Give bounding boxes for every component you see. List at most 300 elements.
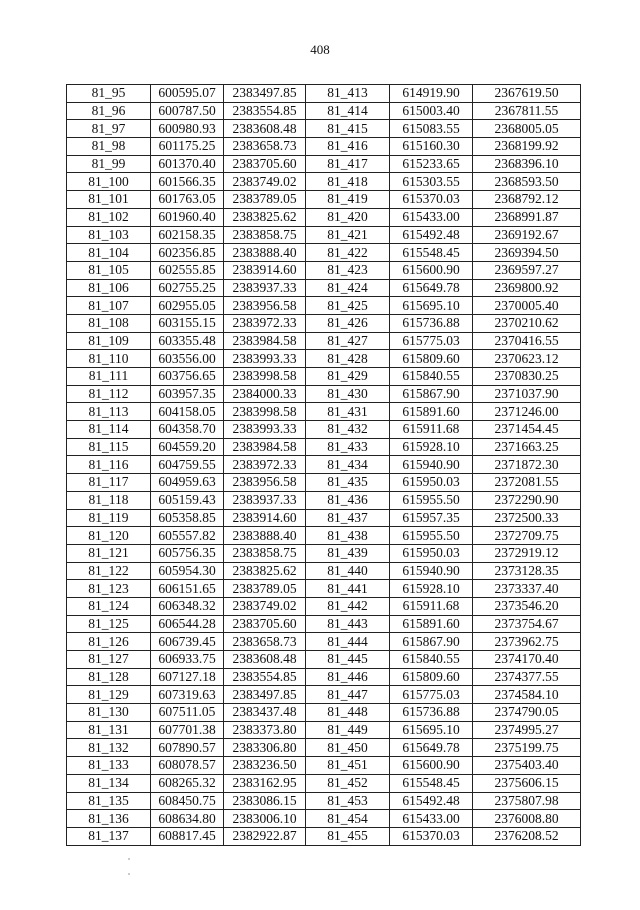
y-coord-left-cell: 2383658.73 bbox=[224, 633, 306, 651]
x-coord-right-cell: 615433.00 bbox=[390, 208, 473, 226]
table-row bbox=[67, 120, 581, 138]
x-coord-right-cell: 615867.90 bbox=[390, 385, 473, 403]
x-coord-left-cell: 601960.40 bbox=[151, 208, 224, 226]
point-id-right-cell: 81_438 bbox=[306, 527, 390, 545]
y-coord-right-cell: 2370416.55 bbox=[473, 332, 581, 350]
point-id-left-cell: 81_101 bbox=[67, 191, 151, 209]
table-row bbox=[67, 686, 581, 704]
table-row bbox=[67, 332, 581, 350]
x-coord-left-cell: 603756.65 bbox=[151, 368, 224, 386]
y-coord-left-cell: 2383937.33 bbox=[224, 491, 306, 509]
x-coord-right-cell: 614919.90 bbox=[390, 85, 473, 103]
table-row bbox=[67, 261, 581, 279]
x-coord-right-cell: 615928.10 bbox=[390, 438, 473, 456]
y-coord-right-cell: 2367619.50 bbox=[473, 85, 581, 103]
point-id-right-cell: 81_442 bbox=[306, 597, 390, 615]
table-row bbox=[67, 138, 581, 156]
table-row bbox=[67, 668, 581, 686]
point-id-right-cell: 81_419 bbox=[306, 191, 390, 209]
y-coord-left-cell: 2382922.87 bbox=[224, 827, 306, 845]
y-coord-left-cell: 2383705.60 bbox=[224, 615, 306, 633]
point-id-right-cell: 81_415 bbox=[306, 120, 390, 138]
point-id-left-cell: 81_115 bbox=[67, 438, 151, 456]
point-id-left-cell: 81_102 bbox=[67, 208, 151, 226]
y-coord-left-cell: 2384000.33 bbox=[224, 385, 306, 403]
x-coord-left-cell: 600595.07 bbox=[151, 85, 224, 103]
y-coord-left-cell: 2383956.58 bbox=[224, 297, 306, 315]
y-coord-right-cell: 2372081.55 bbox=[473, 474, 581, 492]
y-coord-right-cell: 2367811.55 bbox=[473, 102, 581, 120]
x-coord-right-cell: 615695.10 bbox=[390, 721, 473, 739]
point-id-right-cell: 81_424 bbox=[306, 279, 390, 297]
y-coord-left-cell: 2383789.05 bbox=[224, 191, 306, 209]
point-id-left-cell: 81_112 bbox=[67, 385, 151, 403]
x-coord-right-cell: 615891.60 bbox=[390, 403, 473, 421]
x-coord-left-cell: 608078.57 bbox=[151, 757, 224, 775]
y-coord-right-cell: 2373754.67 bbox=[473, 615, 581, 633]
table-row bbox=[67, 385, 581, 403]
point-id-left-cell: 81_100 bbox=[67, 173, 151, 191]
point-id-left-cell: 81_104 bbox=[67, 244, 151, 262]
point-id-right-cell: 81_421 bbox=[306, 226, 390, 244]
table-row bbox=[67, 102, 581, 120]
y-coord-left-cell: 2383236.50 bbox=[224, 757, 306, 775]
y-coord-left-cell: 2383749.02 bbox=[224, 173, 306, 191]
y-coord-right-cell: 2369394.50 bbox=[473, 244, 581, 262]
point-id-right-cell: 81_454 bbox=[306, 810, 390, 828]
point-id-right-cell: 81_453 bbox=[306, 792, 390, 810]
x-coord-right-cell: 615809.60 bbox=[390, 668, 473, 686]
table-row bbox=[67, 827, 581, 845]
point-id-right-cell: 81_444 bbox=[306, 633, 390, 651]
x-coord-right-cell: 615303.55 bbox=[390, 173, 473, 191]
point-id-left-cell: 81_134 bbox=[67, 774, 151, 792]
point-id-right-cell: 81_435 bbox=[306, 474, 390, 492]
y-coord-right-cell: 2369597.27 bbox=[473, 261, 581, 279]
x-coord-right-cell: 615233.65 bbox=[390, 155, 473, 173]
table-row bbox=[67, 721, 581, 739]
table-row bbox=[67, 155, 581, 173]
y-coord-right-cell: 2373337.40 bbox=[473, 580, 581, 598]
x-coord-right-cell: 615370.03 bbox=[390, 191, 473, 209]
x-coord-left-cell: 602555.85 bbox=[151, 261, 224, 279]
y-coord-right-cell: 2375606.15 bbox=[473, 774, 581, 792]
x-coord-left-cell: 606739.45 bbox=[151, 633, 224, 651]
point-id-left-cell: 81_122 bbox=[67, 562, 151, 580]
x-coord-left-cell: 607701.38 bbox=[151, 721, 224, 739]
x-coord-right-cell: 615370.03 bbox=[390, 827, 473, 845]
x-coord-left-cell: 602158.35 bbox=[151, 226, 224, 244]
x-coord-right-cell: 615775.03 bbox=[390, 332, 473, 350]
y-coord-left-cell: 2383554.85 bbox=[224, 102, 306, 120]
table-row bbox=[67, 314, 581, 332]
point-id-left-cell: 81_130 bbox=[67, 704, 151, 722]
table-row bbox=[67, 509, 581, 527]
point-id-right-cell: 81_443 bbox=[306, 615, 390, 633]
x-coord-right-cell: 615955.50 bbox=[390, 527, 473, 545]
point-id-left-cell: 81_106 bbox=[67, 279, 151, 297]
y-coord-right-cell: 2371872.30 bbox=[473, 456, 581, 474]
point-id-right-cell: 81_413 bbox=[306, 85, 390, 103]
table-row bbox=[67, 810, 581, 828]
y-coord-right-cell: 2368792.12 bbox=[473, 191, 581, 209]
coordinates-table bbox=[66, 84, 581, 846]
point-id-left-cell: 81_125 bbox=[67, 615, 151, 633]
point-id-right-cell: 81_455 bbox=[306, 827, 390, 845]
y-coord-right-cell: 2368005.05 bbox=[473, 120, 581, 138]
table-row bbox=[67, 438, 581, 456]
x-coord-left-cell: 603957.35 bbox=[151, 385, 224, 403]
point-id-left-cell: 81_126 bbox=[67, 633, 151, 651]
y-coord-right-cell: 2368593.50 bbox=[473, 173, 581, 191]
x-coord-left-cell: 607890.57 bbox=[151, 739, 224, 757]
x-coord-right-cell: 615840.55 bbox=[390, 651, 473, 669]
table-row bbox=[67, 208, 581, 226]
x-coord-right-cell: 615928.10 bbox=[390, 580, 473, 598]
y-coord-left-cell: 2383956.58 bbox=[224, 474, 306, 492]
point-id-left-cell: 81_136 bbox=[67, 810, 151, 828]
point-id-left-cell: 81_113 bbox=[67, 403, 151, 421]
y-coord-left-cell: 2383789.05 bbox=[224, 580, 306, 598]
point-id-right-cell: 81_450 bbox=[306, 739, 390, 757]
table-row bbox=[67, 774, 581, 792]
x-coord-right-cell: 615649.78 bbox=[390, 739, 473, 757]
point-id-right-cell: 81_436 bbox=[306, 491, 390, 509]
y-coord-left-cell: 2383705.60 bbox=[224, 155, 306, 173]
x-coord-left-cell: 604358.70 bbox=[151, 421, 224, 439]
point-id-left-cell: 81_114 bbox=[67, 421, 151, 439]
y-coord-left-cell: 2383858.75 bbox=[224, 544, 306, 562]
point-id-left-cell: 81_117 bbox=[67, 474, 151, 492]
y-coord-right-cell: 2371454.45 bbox=[473, 421, 581, 439]
x-coord-right-cell: 615950.03 bbox=[390, 544, 473, 562]
x-coord-left-cell: 600787.50 bbox=[151, 102, 224, 120]
y-coord-left-cell: 2383937.33 bbox=[224, 279, 306, 297]
point-id-left-cell: 81_129 bbox=[67, 686, 151, 704]
x-coord-left-cell: 605358.85 bbox=[151, 509, 224, 527]
x-coord-right-cell: 615955.50 bbox=[390, 491, 473, 509]
x-coord-right-cell: 615600.90 bbox=[390, 261, 473, 279]
y-coord-left-cell: 2383972.33 bbox=[224, 456, 306, 474]
y-coord-right-cell: 2371037.90 bbox=[473, 385, 581, 403]
y-coord-left-cell: 2383972.33 bbox=[224, 314, 306, 332]
y-coord-left-cell: 2383825.62 bbox=[224, 562, 306, 580]
point-id-left-cell: 81_98 bbox=[67, 138, 151, 156]
x-coord-left-cell: 606151.65 bbox=[151, 580, 224, 598]
point-id-right-cell: 81_451 bbox=[306, 757, 390, 775]
point-id-left-cell: 81_121 bbox=[67, 544, 151, 562]
x-coord-left-cell: 603355.48 bbox=[151, 332, 224, 350]
point-id-right-cell: 81_441 bbox=[306, 580, 390, 598]
y-coord-left-cell: 2383658.73 bbox=[224, 138, 306, 156]
point-id-right-cell: 81_437 bbox=[306, 509, 390, 527]
x-coord-left-cell: 603556.00 bbox=[151, 350, 224, 368]
y-coord-right-cell: 2374995.27 bbox=[473, 721, 581, 739]
x-coord-left-cell: 607127.18 bbox=[151, 668, 224, 686]
y-coord-right-cell: 2372500.33 bbox=[473, 509, 581, 527]
point-id-right-cell: 81_423 bbox=[306, 261, 390, 279]
y-coord-left-cell: 2383373.80 bbox=[224, 721, 306, 739]
table-row bbox=[67, 244, 581, 262]
y-coord-right-cell: 2374377.55 bbox=[473, 668, 581, 686]
y-coord-right-cell: 2371246.00 bbox=[473, 403, 581, 421]
point-id-left-cell: 81_137 bbox=[67, 827, 151, 845]
y-coord-left-cell: 2383914.60 bbox=[224, 261, 306, 279]
x-coord-left-cell: 602955.05 bbox=[151, 297, 224, 315]
point-id-left-cell: 81_128 bbox=[67, 668, 151, 686]
x-coord-left-cell: 607319.63 bbox=[151, 686, 224, 704]
y-coord-left-cell: 2383993.33 bbox=[224, 350, 306, 368]
table-row bbox=[67, 651, 581, 669]
point-id-right-cell: 81_445 bbox=[306, 651, 390, 669]
x-coord-right-cell: 615809.60 bbox=[390, 350, 473, 368]
point-id-right-cell: 81_414 bbox=[306, 102, 390, 120]
table-row bbox=[67, 615, 581, 633]
point-id-right-cell: 81_434 bbox=[306, 456, 390, 474]
table-row bbox=[67, 757, 581, 775]
y-coord-left-cell: 2383888.40 bbox=[224, 244, 306, 262]
y-coord-right-cell: 2372919.12 bbox=[473, 544, 581, 562]
point-id-left-cell: 81_132 bbox=[67, 739, 151, 757]
point-id-left-cell: 81_105 bbox=[67, 261, 151, 279]
y-coord-right-cell: 2375807.98 bbox=[473, 792, 581, 810]
x-coord-right-cell: 615649.78 bbox=[390, 279, 473, 297]
y-coord-left-cell: 2383306.80 bbox=[224, 739, 306, 757]
x-coord-left-cell: 601370.40 bbox=[151, 155, 224, 173]
y-coord-left-cell: 2383554.85 bbox=[224, 668, 306, 686]
x-coord-right-cell: 615695.10 bbox=[390, 297, 473, 315]
x-coord-left-cell: 608634.80 bbox=[151, 810, 224, 828]
point-id-left-cell: 81_123 bbox=[67, 580, 151, 598]
y-coord-right-cell: 2368991.87 bbox=[473, 208, 581, 226]
y-coord-left-cell: 2383162.95 bbox=[224, 774, 306, 792]
x-coord-right-cell: 615736.88 bbox=[390, 314, 473, 332]
point-id-left-cell: 81_103 bbox=[67, 226, 151, 244]
point-id-right-cell: 81_427 bbox=[306, 332, 390, 350]
point-id-right-cell: 81_426 bbox=[306, 314, 390, 332]
y-coord-left-cell: 2383825.62 bbox=[224, 208, 306, 226]
point-id-left-cell: 81_109 bbox=[67, 332, 151, 350]
x-coord-left-cell: 602356.85 bbox=[151, 244, 224, 262]
point-id-right-cell: 81_439 bbox=[306, 544, 390, 562]
point-id-left-cell: 81_119 bbox=[67, 509, 151, 527]
y-coord-left-cell: 2383608.48 bbox=[224, 120, 306, 138]
point-id-left-cell: 81_111 bbox=[67, 368, 151, 386]
point-id-right-cell: 81_418 bbox=[306, 173, 390, 191]
point-id-right-cell: 81_432 bbox=[306, 421, 390, 439]
point-id-right-cell: 81_452 bbox=[306, 774, 390, 792]
table-row bbox=[67, 456, 581, 474]
y-coord-right-cell: 2371663.25 bbox=[473, 438, 581, 456]
x-coord-right-cell: 615083.55 bbox=[390, 120, 473, 138]
point-id-left-cell: 81_107 bbox=[67, 297, 151, 315]
table-row bbox=[67, 297, 581, 315]
y-coord-right-cell: 2368396.10 bbox=[473, 155, 581, 173]
y-coord-right-cell: 2373128.35 bbox=[473, 562, 581, 580]
y-coord-left-cell: 2383858.75 bbox=[224, 226, 306, 244]
page-number: 408 bbox=[310, 42, 330, 57]
y-coord-right-cell: 2374584.10 bbox=[473, 686, 581, 704]
x-coord-right-cell: 615548.45 bbox=[390, 244, 473, 262]
x-coord-right-cell: 615433.00 bbox=[390, 810, 473, 828]
x-coord-right-cell: 615940.90 bbox=[390, 562, 473, 580]
x-coord-right-cell: 615775.03 bbox=[390, 686, 473, 704]
point-id-right-cell: 81_446 bbox=[306, 668, 390, 686]
table-row bbox=[67, 580, 581, 598]
y-coord-left-cell: 2383437.48 bbox=[224, 704, 306, 722]
x-coord-left-cell: 605557.82 bbox=[151, 527, 224, 545]
x-coord-left-cell: 605954.30 bbox=[151, 562, 224, 580]
y-coord-right-cell: 2368199.92 bbox=[473, 138, 581, 156]
table-row bbox=[67, 597, 581, 615]
point-id-right-cell: 81_430 bbox=[306, 385, 390, 403]
x-coord-right-cell: 615492.48 bbox=[390, 226, 473, 244]
y-coord-right-cell: 2370623.12 bbox=[473, 350, 581, 368]
table-row bbox=[67, 474, 581, 492]
y-coord-left-cell: 2383993.33 bbox=[224, 421, 306, 439]
point-id-left-cell: 81_99 bbox=[67, 155, 151, 173]
point-id-left-cell: 81_95 bbox=[67, 85, 151, 103]
table-row bbox=[67, 279, 581, 297]
table-row bbox=[67, 491, 581, 509]
y-coord-right-cell: 2374790.05 bbox=[473, 704, 581, 722]
point-id-right-cell: 81_425 bbox=[306, 297, 390, 315]
y-coord-right-cell: 2373962.75 bbox=[473, 633, 581, 651]
x-coord-left-cell: 604559.20 bbox=[151, 438, 224, 456]
point-id-left-cell: 81_131 bbox=[67, 721, 151, 739]
y-coord-left-cell: 2383497.85 bbox=[224, 85, 306, 103]
point-id-left-cell: 81_108 bbox=[67, 314, 151, 332]
x-coord-left-cell: 606933.75 bbox=[151, 651, 224, 669]
point-id-right-cell: 81_449 bbox=[306, 721, 390, 739]
point-id-right-cell: 81_440 bbox=[306, 562, 390, 580]
y-coord-left-cell: 2383984.58 bbox=[224, 438, 306, 456]
x-coord-left-cell: 605756.35 bbox=[151, 544, 224, 562]
x-coord-left-cell: 606544.28 bbox=[151, 615, 224, 633]
x-coord-right-cell: 615600.90 bbox=[390, 757, 473, 775]
x-coord-right-cell: 615950.03 bbox=[390, 474, 473, 492]
point-id-left-cell: 81_135 bbox=[67, 792, 151, 810]
y-coord-right-cell: 2372709.75 bbox=[473, 527, 581, 545]
x-coord-right-cell: 615548.45 bbox=[390, 774, 473, 792]
table-row bbox=[67, 191, 581, 209]
y-coord-left-cell: 2383984.58 bbox=[224, 332, 306, 350]
x-coord-left-cell: 605159.43 bbox=[151, 491, 224, 509]
y-coord-right-cell: 2373546.20 bbox=[473, 597, 581, 615]
x-coord-right-cell: 615492.48 bbox=[390, 792, 473, 810]
point-id-right-cell: 81_448 bbox=[306, 704, 390, 722]
y-coord-right-cell: 2375403.40 bbox=[473, 757, 581, 775]
y-coord-left-cell: 2383086.15 bbox=[224, 792, 306, 810]
point-id-right-cell: 81_422 bbox=[306, 244, 390, 262]
x-coord-left-cell: 608817.45 bbox=[151, 827, 224, 845]
point-id-left-cell: 81_133 bbox=[67, 757, 151, 775]
scan-speck bbox=[128, 858, 130, 860]
table-row bbox=[67, 633, 581, 651]
x-coord-left-cell: 607511.05 bbox=[151, 704, 224, 722]
y-coord-right-cell: 2370005.40 bbox=[473, 297, 581, 315]
x-coord-right-cell: 615003.40 bbox=[390, 102, 473, 120]
x-coord-right-cell: 615957.35 bbox=[390, 509, 473, 527]
x-coord-left-cell: 604759.55 bbox=[151, 456, 224, 474]
table-row bbox=[67, 527, 581, 545]
x-coord-right-cell: 615911.68 bbox=[390, 421, 473, 439]
table-row bbox=[67, 544, 581, 562]
y-coord-right-cell: 2370830.25 bbox=[473, 368, 581, 386]
point-id-right-cell: 81_428 bbox=[306, 350, 390, 368]
table-row bbox=[67, 739, 581, 757]
y-coord-left-cell: 2383608.48 bbox=[224, 651, 306, 669]
point-id-right-cell: 81_431 bbox=[306, 403, 390, 421]
point-id-left-cell: 81_110 bbox=[67, 350, 151, 368]
point-id-left-cell: 81_96 bbox=[67, 102, 151, 120]
x-coord-right-cell: 615891.60 bbox=[390, 615, 473, 633]
x-coord-right-cell: 615940.90 bbox=[390, 456, 473, 474]
x-coord-left-cell: 604158.05 bbox=[151, 403, 224, 421]
table-row bbox=[67, 792, 581, 810]
y-coord-right-cell: 2374170.40 bbox=[473, 651, 581, 669]
table-row bbox=[67, 173, 581, 191]
y-coord-right-cell: 2369192.67 bbox=[473, 226, 581, 244]
x-coord-left-cell: 604959.63 bbox=[151, 474, 224, 492]
table-row bbox=[67, 704, 581, 722]
x-coord-right-cell: 615867.90 bbox=[390, 633, 473, 651]
x-coord-left-cell: 601175.25 bbox=[151, 138, 224, 156]
y-coord-left-cell: 2383888.40 bbox=[224, 527, 306, 545]
table-row bbox=[67, 350, 581, 368]
x-coord-right-cell: 615840.55 bbox=[390, 368, 473, 386]
y-coord-right-cell: 2370210.62 bbox=[473, 314, 581, 332]
x-coord-left-cell: 601566.35 bbox=[151, 173, 224, 191]
y-coord-left-cell: 2383497.85 bbox=[224, 686, 306, 704]
x-coord-left-cell: 600980.93 bbox=[151, 120, 224, 138]
point-id-left-cell: 81_127 bbox=[67, 651, 151, 669]
point-id-right-cell: 81_420 bbox=[306, 208, 390, 226]
scan-speck bbox=[128, 873, 130, 875]
x-coord-right-cell: 615736.88 bbox=[390, 704, 473, 722]
point-id-left-cell: 81_120 bbox=[67, 527, 151, 545]
y-coord-left-cell: 2383006.10 bbox=[224, 810, 306, 828]
point-id-right-cell: 81_429 bbox=[306, 368, 390, 386]
table-row bbox=[67, 421, 581, 439]
y-coord-right-cell: 2369800.92 bbox=[473, 279, 581, 297]
x-coord-left-cell: 602755.25 bbox=[151, 279, 224, 297]
y-coord-right-cell: 2376208.52 bbox=[473, 827, 581, 845]
x-coord-right-cell: 615911.68 bbox=[390, 597, 473, 615]
y-coord-right-cell: 2376008.80 bbox=[473, 810, 581, 828]
table-row bbox=[67, 368, 581, 386]
point-id-right-cell: 81_433 bbox=[306, 438, 390, 456]
y-coord-left-cell: 2383914.60 bbox=[224, 509, 306, 527]
point-id-right-cell: 81_416 bbox=[306, 138, 390, 156]
table-row bbox=[67, 403, 581, 421]
x-coord-left-cell: 608450.75 bbox=[151, 792, 224, 810]
point-id-right-cell: 81_417 bbox=[306, 155, 390, 173]
y-coord-left-cell: 2383998.58 bbox=[224, 368, 306, 386]
x-coord-left-cell: 608265.32 bbox=[151, 774, 224, 792]
y-coord-left-cell: 2383749.02 bbox=[224, 597, 306, 615]
x-coord-left-cell: 606348.32 bbox=[151, 597, 224, 615]
table-row bbox=[67, 562, 581, 580]
point-id-left-cell: 81_97 bbox=[67, 120, 151, 138]
y-coord-right-cell: 2375199.75 bbox=[473, 739, 581, 757]
x-coord-left-cell: 601763.05 bbox=[151, 191, 224, 209]
point-id-left-cell: 81_118 bbox=[67, 491, 151, 509]
y-coord-left-cell: 2383998.58 bbox=[224, 403, 306, 421]
x-coord-right-cell: 615160.30 bbox=[390, 138, 473, 156]
table-row bbox=[67, 85, 581, 103]
table-row bbox=[67, 226, 581, 244]
